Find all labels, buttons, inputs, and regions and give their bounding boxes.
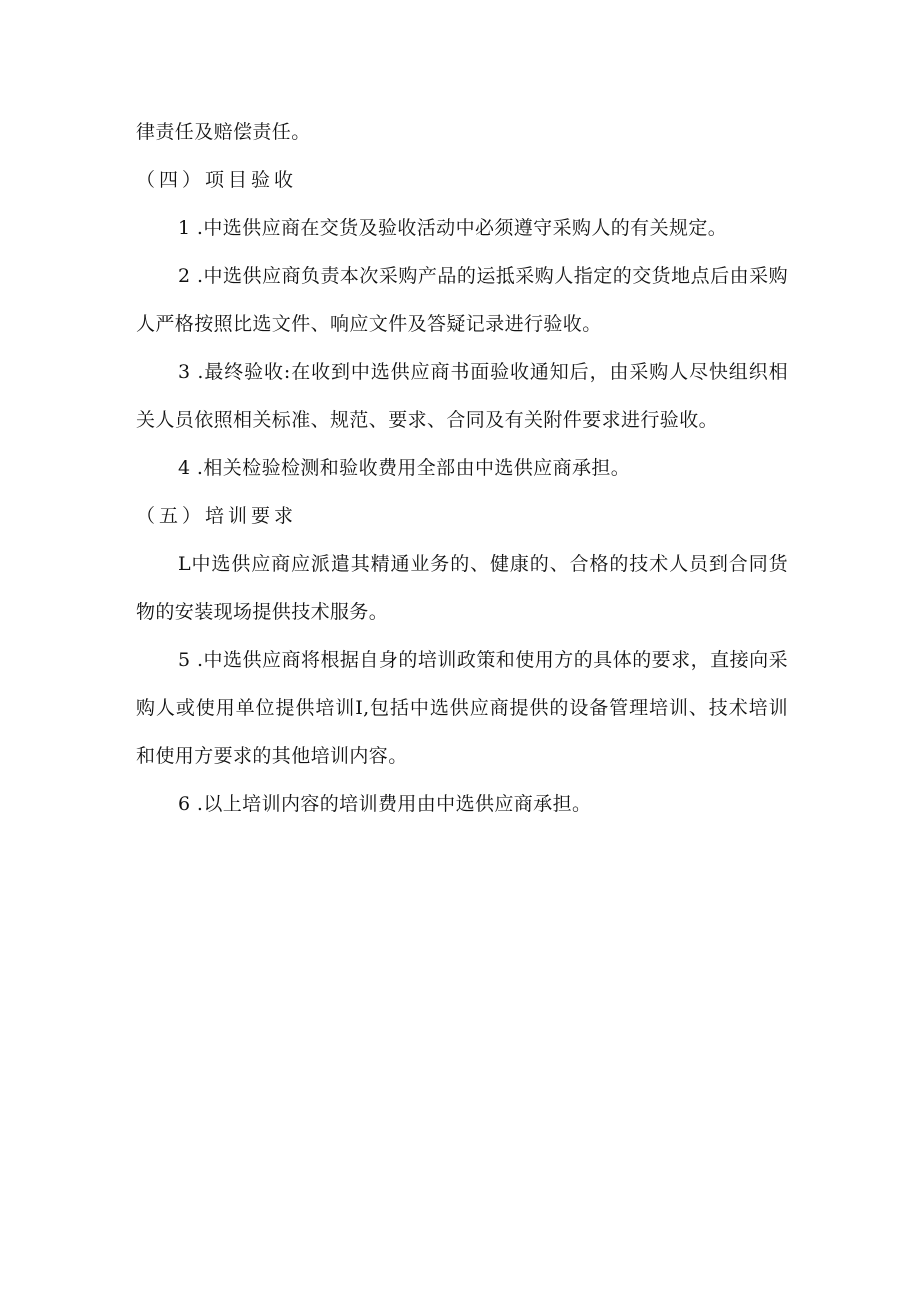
training-item-1: L中选供应商应派遣其精通业务的、健康的、合格的技术人员到合同货物的安装现场提供技术服务。 bbox=[136, 553, 788, 623]
acceptance-item-2: 2 .中选供应商负责本次采购产品的运抵采购人指定的交货地点后由采购人严格按照比选文件、响应文件及答疑记录进行验收。 bbox=[136, 265, 788, 335]
paragraph-continuation: 律责任及赔偿责任。 bbox=[136, 121, 311, 143]
document-body bbox=[136, 108, 788, 828]
acceptance-item-4: 4 .相关检验检测和验收费用全部由中选供应商承担。 bbox=[178, 457, 631, 479]
section-heading-training: （五）培训要求 bbox=[136, 505, 298, 527]
acceptance-item-1: 1 .中选供应商在交货及验收活动中必须遵守采购人的有关规定。 bbox=[178, 217, 728, 239]
training-item-6: 6 .以上培训内容的培训费用由中选供应商承担。 bbox=[178, 793, 592, 815]
acceptance-item-3: 3 .最终验收:在收到中选供应商书面验收通知后，由采购人尽快组织相关人员依照相关标准、规范、要求、合同及有关附件要求进行验收。 bbox=[136, 361, 788, 431]
section-heading-acceptance: （四）项目验收 bbox=[136, 169, 298, 191]
training-item-5: 5 .中选供应商将根据自身的培训政策和使用方的具体的要求，直接向采购人或使用单位提供培训I,包括中选供应商提供的设备管理培训、技术培训和使用方要求的其他培训内容。 bbox=[136, 649, 788, 767]
